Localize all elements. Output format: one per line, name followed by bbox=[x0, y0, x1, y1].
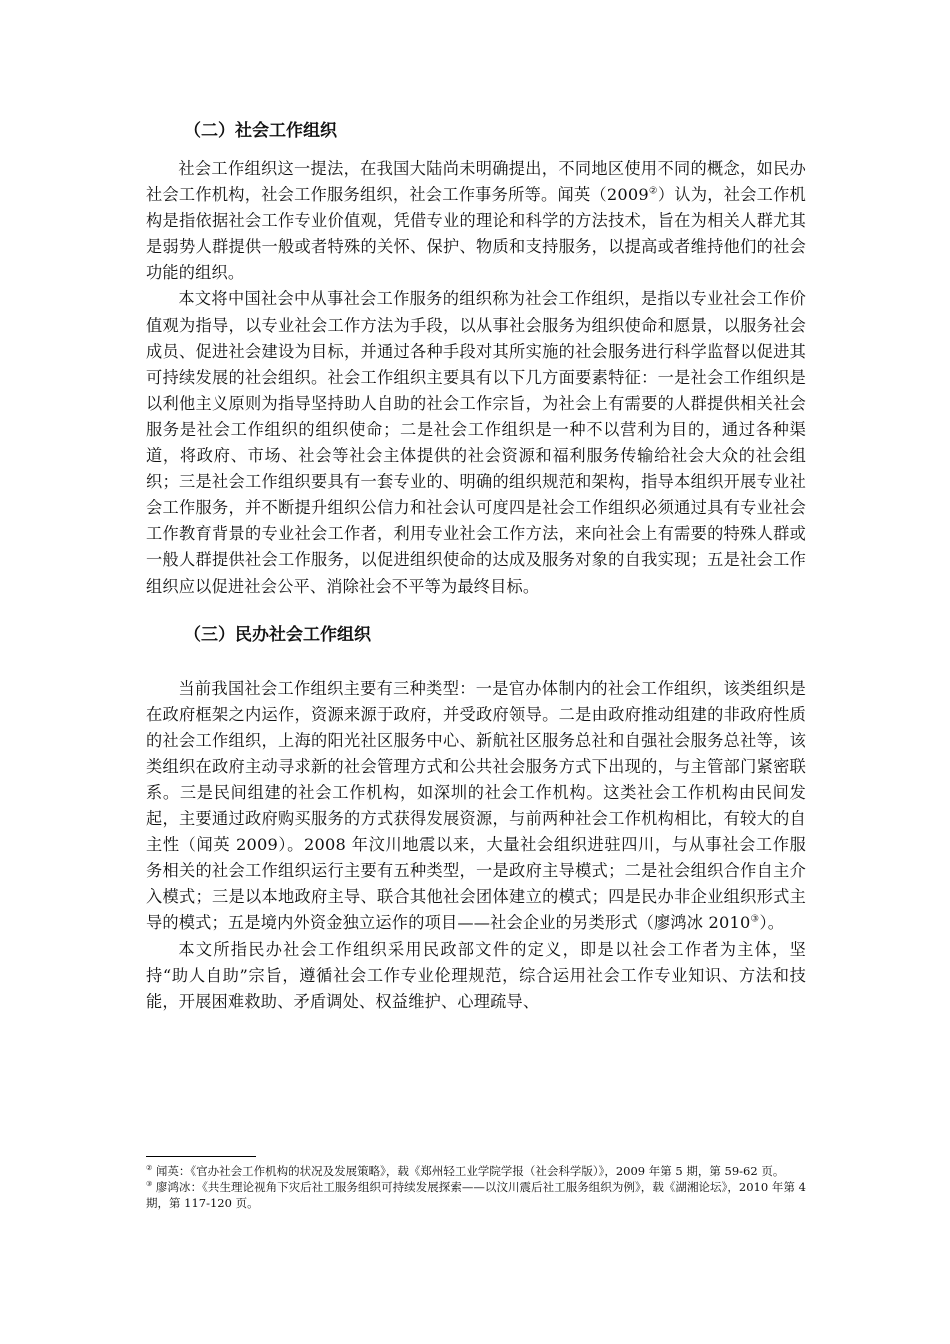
footnote-text: 廖鸿冰：《共生理论视角下灾后社工服务组织可持续发展探索——以汶川震后社工服务组织为例》，载《湖湘论坛》，2010 年第 4 期，第 117-120 页。 bbox=[146, 1180, 806, 1210]
footnotes bbox=[146, 1156, 806, 1211]
section-heading-social-work-organization: （二）社会工作组织 bbox=[184, 121, 337, 141]
section-heading-private-social-work-organization: （三）民办社会工作组织 bbox=[184, 624, 371, 645]
paragraph-text-rest: ）。 bbox=[759, 913, 785, 933]
paragraph-features: 本文将中国社会中从事社会工作服务的组织称为社会工作组织，是指以专业社会工作价值观为指导，以专业社会工作方法为手段，以从事社会服务为组织使命和愿景，以服务社会成员、促进社会建设为目标，并通过各种手段对其所实施的社会服务进行科学监督以促进其可持续发展的社会组织。社会工作组织主要具有以下几方面要素特征：一是社会工作组织是以利他主义原则为指导坚持助人自助的社会工作宗旨，为社会上有需要的人群提供相关社会服务是社会工作组织的组织使命；二是社会工作组织是一种不以营利为目的，通过各种渠道，将政府、市场、社会等社会主体提供的社会资源和福利服务传输给社会大众的社会组织；三是社会工作组织要具有一套专业的、明确的组织规范和架构，指导本组织开展专业社会工作服务，并不断提升组织公信力和社会认可度四是社会工作组织必须通过具有专业社会工作教育背景的专业社会工作者，利用专业社会工作方法，来向社会上有需要的特殊人群或一般人群提供社会工作服务，以促进组织使命的达成及服务对象的自我实现；五是社会工作组织应以促进社会公平、消除社会不平等为最终目标。 bbox=[146, 289, 806, 596]
footnote-ref-3[interactable]: ③ bbox=[750, 914, 760, 926]
footnote-divider bbox=[146, 1156, 256, 1157]
footnote-mark: ③ bbox=[146, 1180, 153, 1189]
footnote-mark: ② bbox=[146, 1164, 153, 1173]
paragraph-text: 当前我国社会工作组织主要有三种类型：一是官办体制内的社会工作组织，该类组织是在政府框架之内运作，资源来源于政府，并受政府领导。二是由政府推动组建的非政府性质的社会工作组织，上海的阳光社区服务中心、新航社区服务总社和自强社会服务总社等，该类组织在政府主动寻求新的社会管理方式和公共社会服务方式下出现的，与主管部门紧密联系。三是民间组建的社会工作机构，如深圳的社会工作机构。这类社会工作机构由民间发起，主要通过政府购买服务的方式获得发展资源，与前两种社会工作机构相比，有较大的自主性（闻英 2009）。2008 年汶川地震以来，大量社会组织进驻四川，与从事社会工作服务相关的社会工作组织运行主要有五种类型，一是政府主导模式；二是社会组织合作自主介入模式；三是以本地政府主导、联合其他社会团体建立的模式；四是民办非企业组织形式主导的模式；五是境内外资金独立运作的项目——社会企业的另类形式（廖鸿冰 2010 bbox=[146, 678, 806, 933]
paragraph-definition-private: 本文所指民办社会工作组织采用民政部文件的定义，即是以社会工作者为主体，坚持“助人自助”宗旨，遵循社会工作专业伦理规范，综合运用社会工作专业知识、方法和技能，开展困难救助、矛盾调处、权益维护、心理疏导、 bbox=[146, 939, 806, 1011]
paragraph-definition bbox=[146, 156, 806, 286]
footnote-ref-2[interactable]: ② bbox=[648, 185, 658, 197]
paragraph-text-rest: ）认为，社会工作机构是指依据社会工作专业价值观，凭借专业的理论和科学的方法技术，旨在为相关人群尤其是弱势人群提供一般或者特殊的关怀、保护、物质和支持服务，以提高或者维持他们的社会功能的组织。 bbox=[146, 185, 806, 283]
paragraph-types bbox=[146, 676, 806, 937]
footnote-text: 闻英：《官办社会工作机构的状况及发展策略》，载《郑州轻工业学院学报（社会科学版）》，2009 年第 5 期，第 59-62 页。 bbox=[152, 1164, 785, 1178]
main-content bbox=[146, 118, 806, 1015]
footnote-item bbox=[146, 1179, 806, 1211]
paragraph-text: 社会工作组织这一提法，在我国大陆尚未明确提出，不同地区使用不同的概念，如民办社会工作机构，社会工作服务组织，社会工作事务所等。闻英（2009 bbox=[146, 159, 806, 205]
footnote-item bbox=[146, 1163, 806, 1179]
